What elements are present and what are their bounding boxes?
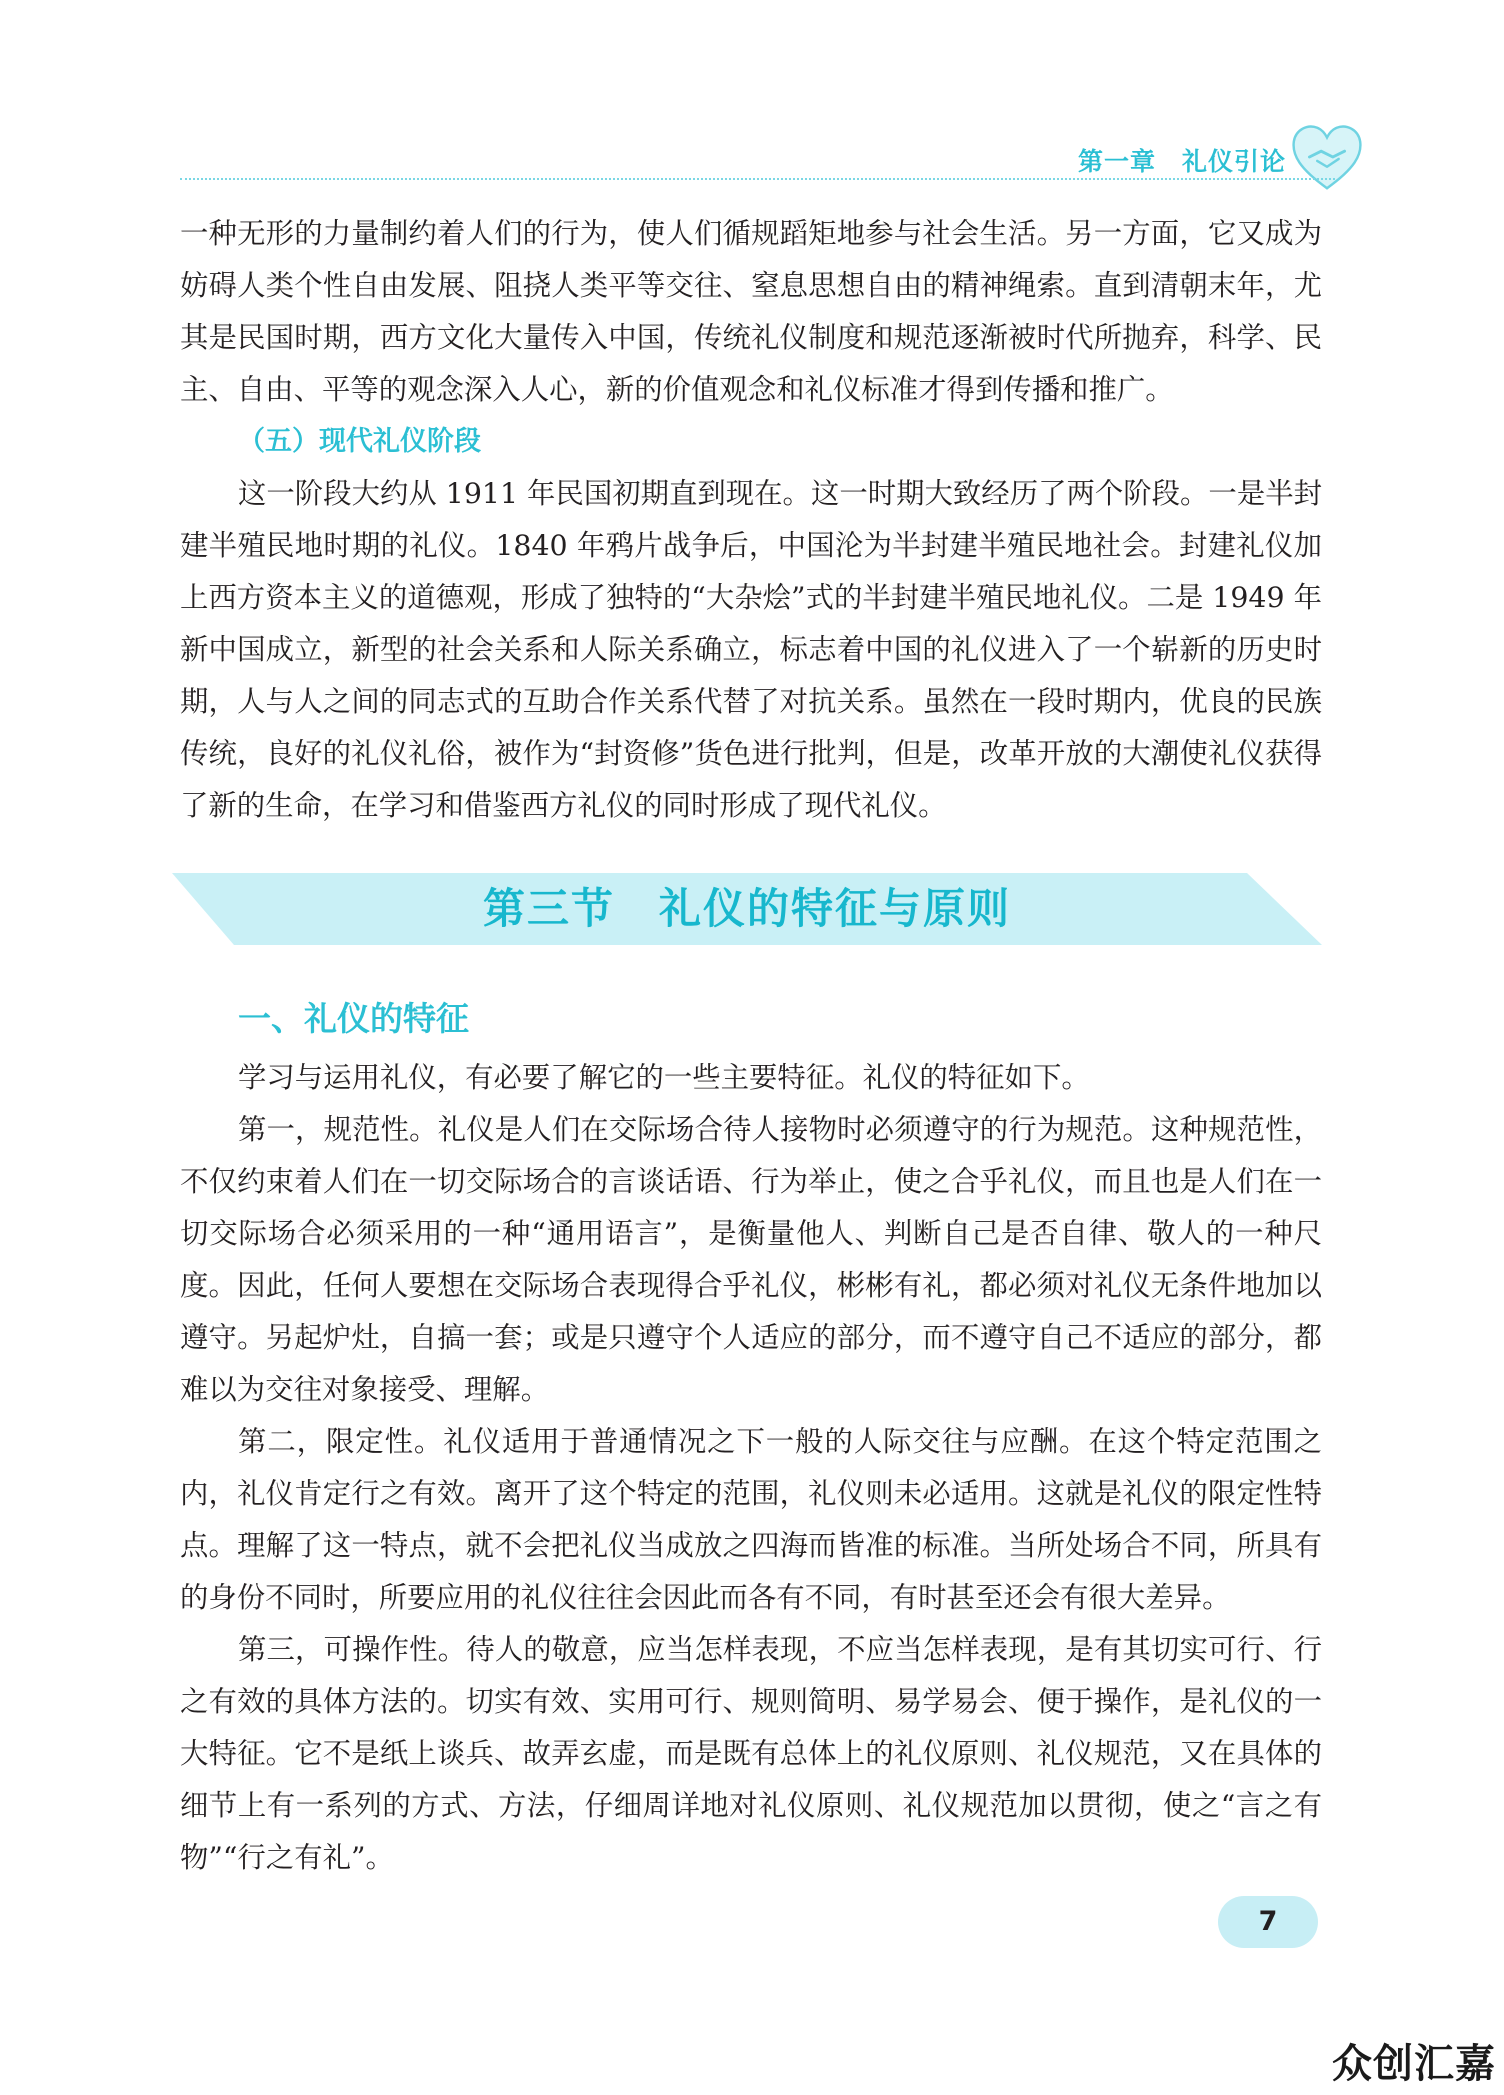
feature-third-paragraph: 第三，可操作性。待人的敬意，应当怎样表现，不应当怎样表现，是有其切实可行、行之有效的具体方法的。切实有效、实用可行、规则简明、易学易会、便于操作，是礼仪的一大特征。它不是纸上谈兵、故弄玄虚，而是既有总体上的礼仪原则、礼仪规范，又在具体的细节上有一系列的方式、方法，仔细周详地对礼仪原则、礼仪规范加以贯彻，使之“言之有物”“行之有礼”。 — [180, 1633, 1322, 1874]
page-number: 7 — [1218, 1896, 1318, 1948]
section-banner — [172, 873, 1322, 945]
features-intro: 学习与运用礼仪，有必要了解它的一些主要特征。礼仪的特征如下。 — [238, 1061, 1090, 1094]
heart-handshake-icon — [1288, 118, 1366, 196]
feature-first-paragraph: 第一，规范性。礼仪是人们在交际场合待人接物时必须遵守的行为规范。这种规范性，不仅约束着人们在一切交际场合的言谈话语、行为举止，使之合乎礼仪，而且也是人们在一切交际场合必须采用的一种“通用语言”，是衡量他人、判断自己是否自律、敬人的一种尺度。因此，任何人要想在交际场合表现得合乎礼仪，彬彬有礼，都必须对礼仪无条件地加以遵守。另起炉灶，自搞一套；或是只遵守个人适应的部分，而不遵守自己不适应的部分，都难以为交往对象接受、理解。 — [180, 1113, 1322, 1406]
feature-second-paragraph: 第二，限定性。礼仪适用于普通情况之下一般的人际交往与应酬。在这个特定范围之内，礼仪肯定行之有效。离开了这个特定的范围，礼仪则未必适用。这就是礼仪的限定性特点。理解了这一特点，就不会把礼仪当成放之四海而皆准的标准。当所处场合不同，所具有的身份不同时，所要应用的礼仪往往会因此而各有不同，有时甚至还会有很大差异。 — [180, 1425, 1322, 1614]
continued-paragraph: 一种无形的力量制约着人们的行为，使人们循规蹈矩地参与社会生活。另一方面，它又成为妨碍人类个性自由发展、阻挠人类平等交往、窒息思想自由的精神绳索。直到清朝末年，尤其是民国时期，西方文化大量传入中国，传统礼仪制度和规范逐渐被时代所抛弃，科学、民主、自由、平等的观念深入人心，新的价值观念和礼仪标准才得到传播和推广。 — [180, 217, 1322, 406]
subsection-heading: （五）现代礼仪阶段 — [238, 426, 481, 457]
chapter-title: 礼仪引论 — [1181, 147, 1286, 176]
header-divider — [180, 178, 1335, 180]
section-title — [172, 873, 1322, 945]
section-number: 第三节 — [482, 884, 615, 933]
subsection-paragraph: 这一阶段大约从 1911 年民国初期直到现在。这一时期大致经历了两个阶段。一是半封建半殖民地时期的礼仪。1840 年鸦片战争后，中国沦为半封建半殖民地社会。封建礼仪加上西方资本主义的道德观，形成了独特的“大杂烩”式的半封建半殖民地礼仪。二是 1949 年新中国成立，新型的社会关系和人际关系确立，标志着中国的礼仪进入了一个崭新的历史时期，人与人之间的同志式的互助合作关系代替了对抗关系。虽然在一段时期内，优良的民族传统，良好的礼仪礼俗，被作为“封资修”货色进行批判，但是，改革开放的大潮使礼仪获得了新的生命，在学习和借鉴西方礼仪的同时形成了现代礼仪。 — [180, 477, 1322, 822]
features-heading: 一、礼仪的特征 — [238, 999, 469, 1038]
watermark: 众创汇嘉 — [1332, 2041, 1496, 2087]
section-name: 礼仪的特征与原则 — [659, 884, 1012, 933]
chapter-number: 第一章 — [1077, 147, 1156, 176]
